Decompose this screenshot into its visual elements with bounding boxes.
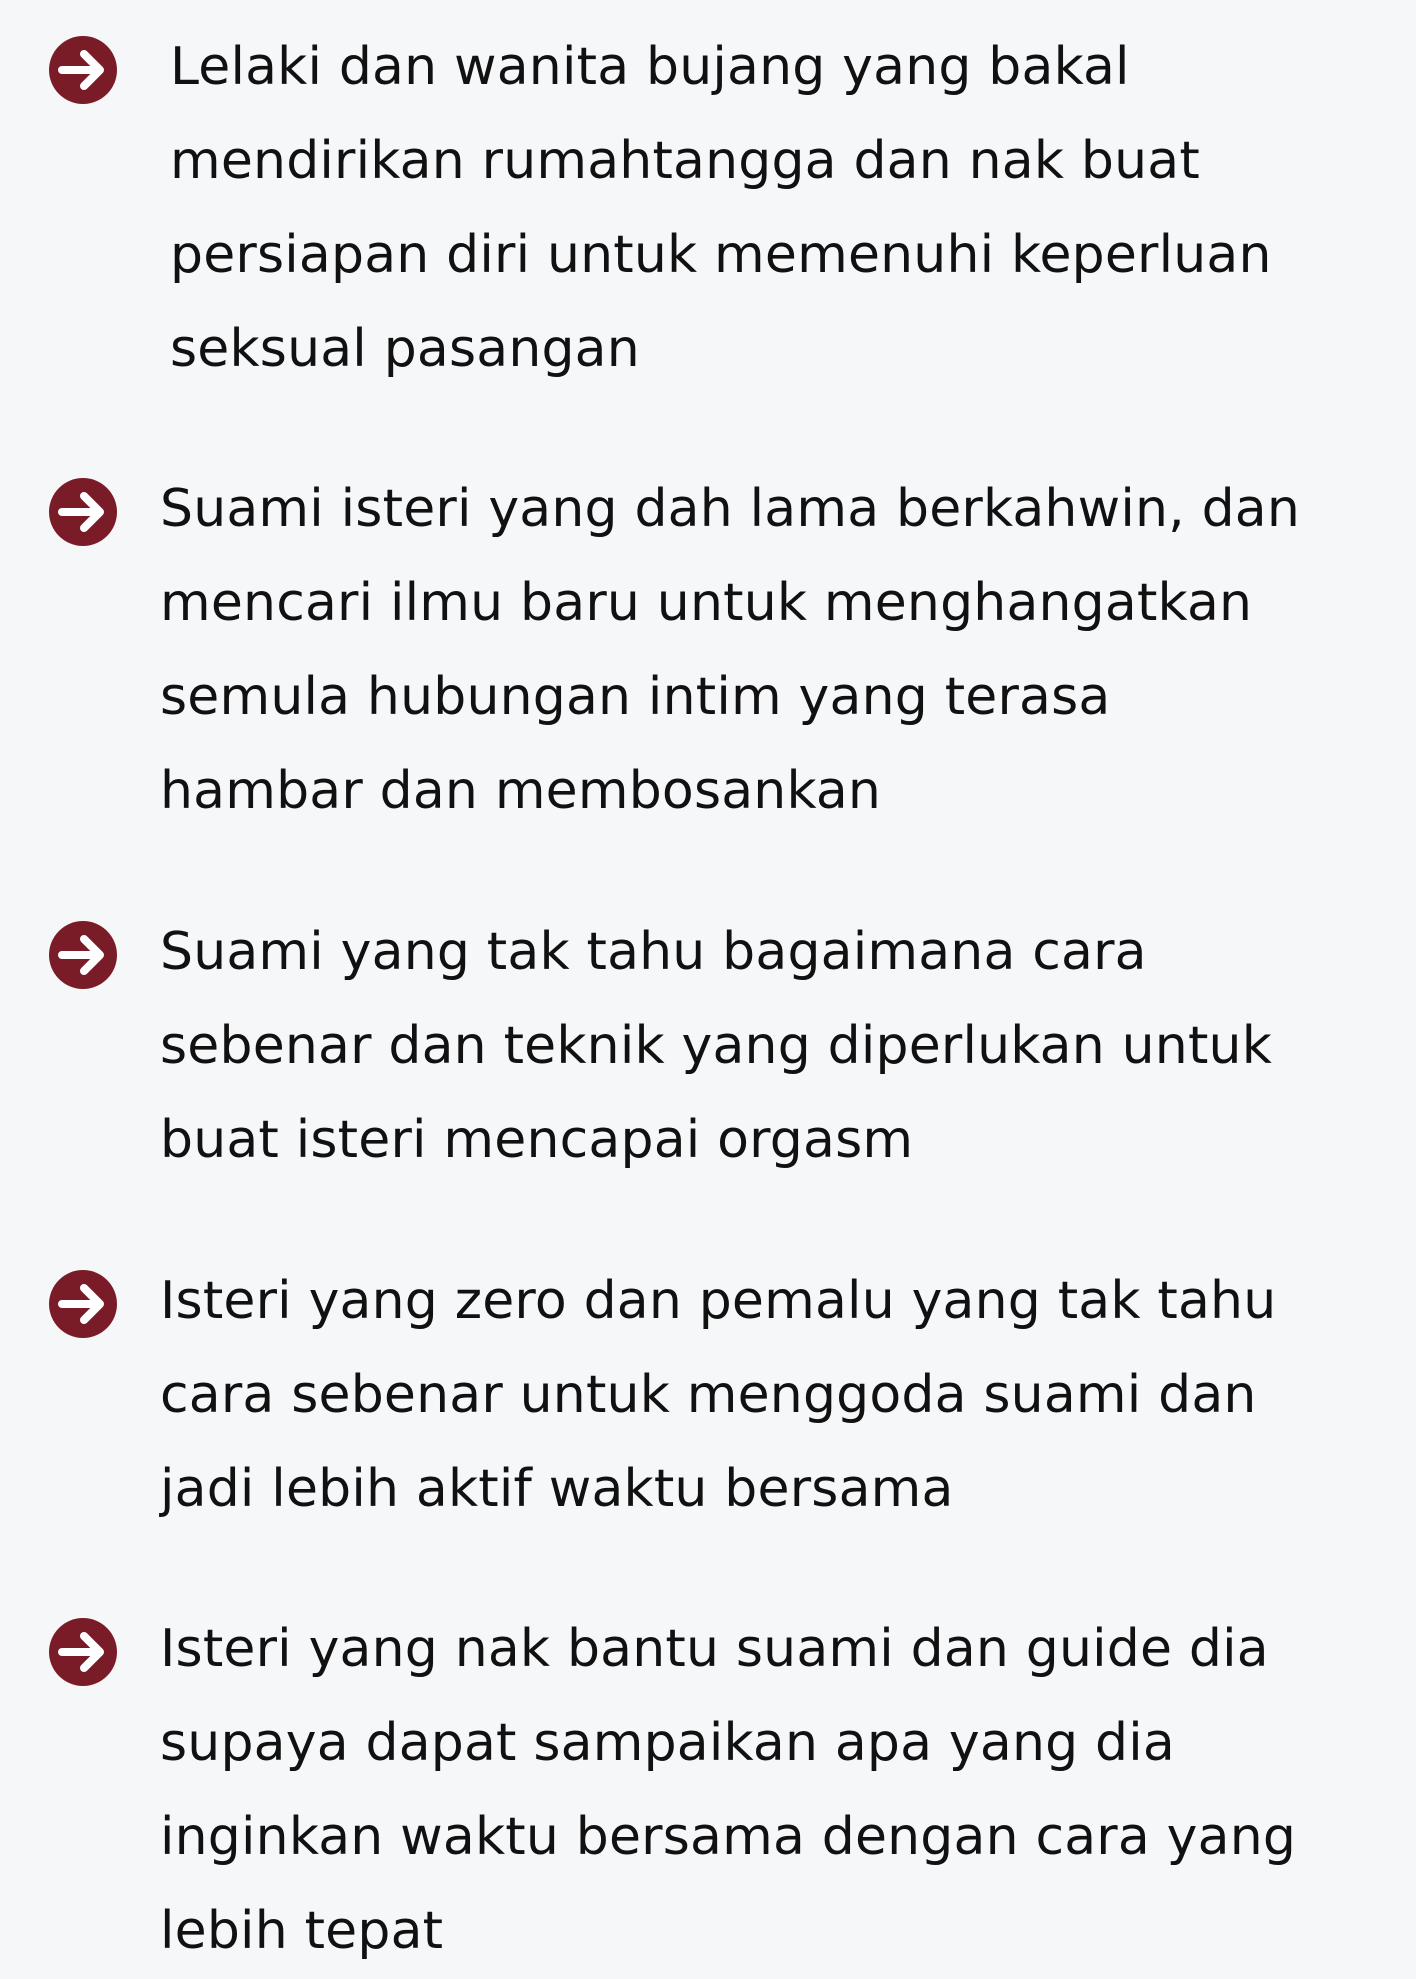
list-item-text: Isteri yang nak bantu suami dan guide dia supaya dapat sampaikan apa yang dia inginkan waktu bersama dengan cara yang lebih tepat xyxy=(160,1619,1297,1961)
arrow-circle-right-icon xyxy=(48,1269,118,1339)
list-item-text: Lelaki dan wanita bujang yang bakal mendirikan rumahtangga dan nak buat persiapan diri untuk memenuhi keperluan seksual pasangan xyxy=(170,37,1272,379)
list-item-text: Isteri yang zero dan pemalu yang tak tahu cara sebenar untuk menggoda suami dan jadi lebih aktif waktu bersama xyxy=(160,1271,1277,1519)
arrow-circle-right-icon xyxy=(48,477,118,547)
list-item-text: Suami yang tak tahu bagaimana cara sebenar dan teknik yang diperlukan untuk buat isteri mencapai orgasm xyxy=(160,922,1273,1170)
list-item-text: Suami isteri yang dah lama berkahwin, dan mencari ilmu baru untuk menghangatkan semula hubungan intim yang terasa hambar dan membosankan xyxy=(160,479,1301,821)
arrow-circle-right-icon xyxy=(48,35,118,105)
arrow-circle-right-icon xyxy=(48,920,118,990)
arrow-circle-right-icon xyxy=(48,1617,118,1687)
